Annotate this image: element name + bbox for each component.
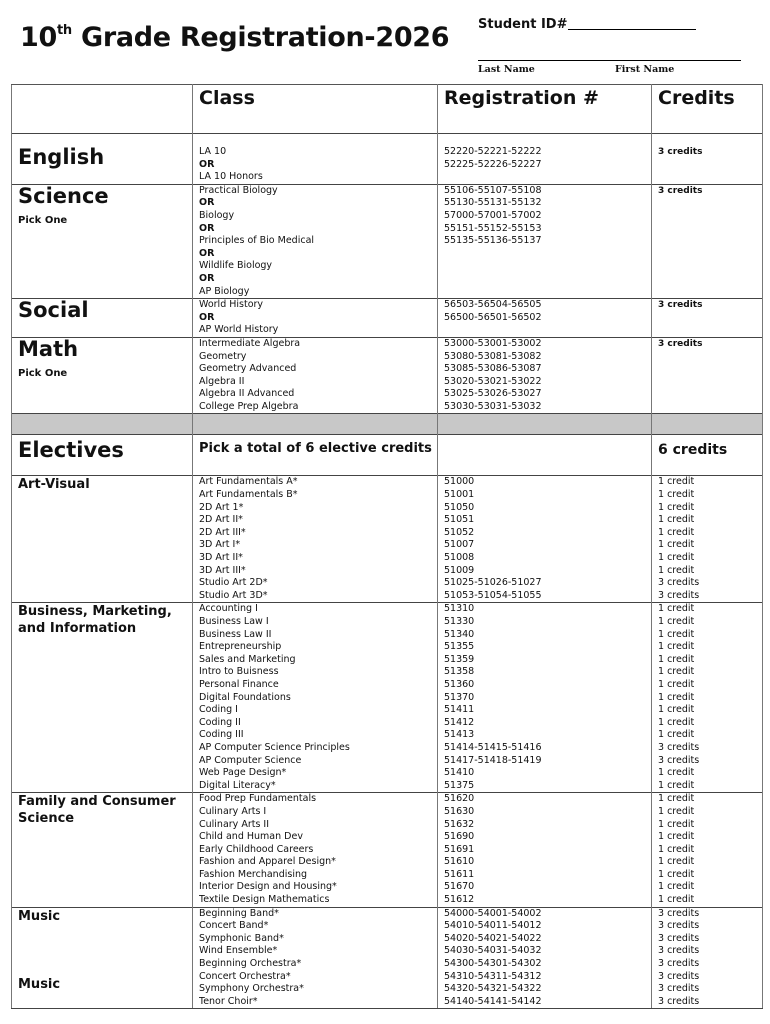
class-cell [193,476,438,603]
course-name: Beginning Band* [199,907,279,919]
elective-group-name: Music [18,908,61,924]
course-credits: 1 credit [658,716,695,728]
registration-number: 52220-52221-52222 [444,146,542,157]
elective-group-row [12,907,763,970]
class-cell [193,603,438,793]
course-credits: 1 credit [658,868,695,880]
name-line[interactable] [478,60,741,61]
registration-number: 51411 [444,704,475,716]
course-credits: 1 credit [658,603,695,615]
separator-cell [193,414,438,435]
course-credits: 3 credits [658,907,700,919]
subject-cell [12,134,193,185]
registration-number: 55151-55152-55153 [444,222,542,234]
electives-label: Electives [18,438,124,463]
registration-number: 51691 [444,843,475,855]
course-name: Early Childhood Careers [199,843,314,855]
course-name: 3D Art II* [199,552,243,564]
course-name: Sales and Marketing [199,653,296,665]
course-name: Art Fundamentals A* [199,476,298,488]
course-credits: 3 credits [658,754,700,766]
elective-group-cell [12,907,193,970]
class-name: College Prep Algebra [199,400,299,412]
subject-row [12,337,763,414]
subject-row [12,299,763,338]
course-credits: 1 credit [658,704,695,716]
course-credits: 3 credits [658,995,700,1007]
or-label: OR [199,222,215,234]
registration-number: 54300-54301-54302 [444,958,542,970]
course-name: Web Page Design* [199,767,287,779]
registration-number: 51009 [444,564,475,576]
or-label: OR [199,247,215,259]
course-credits: 1 credit [658,514,695,526]
electives-header-row [12,435,763,476]
course-credits: 1 credit [658,831,695,843]
pick-one-note: Pick One [18,214,68,226]
registration-number: 53000-53001-53002 [444,337,542,349]
registration-number: 54030-54031-54032 [444,945,542,957]
course-name: Personal Finance [199,678,279,690]
class-cell [193,184,438,298]
registration-number: 51611 [444,868,475,880]
registration-number: 51051 [444,514,475,526]
course-name: Beginning Orchestra* [199,958,302,970]
course-name: Digital Literacy* [199,779,276,791]
course-credits: 1 credit [658,539,695,551]
registration-cell [438,299,652,338]
header-credits: Credits [658,87,735,109]
course-credits: 1 credit [658,476,695,488]
registration-number: 55106-55107-55108 [444,184,542,196]
registration-number: 51355 [444,641,475,653]
course-name: Child and Human Dev [199,831,303,843]
registration-number: 51630 [444,805,475,817]
header-blank [12,85,193,134]
class-name: Wildlife Biology [199,260,273,272]
course-name: Symphonic Band* [199,932,284,944]
registration-number: 51000 [444,476,475,488]
class-cell [193,971,438,1009]
course-name: Coding I [199,704,238,716]
registration-number: 54000-54001-54002 [444,907,542,919]
course-credits: 1 credit [658,628,695,640]
credits-cell [652,603,763,793]
course-name: 3D Art I* [199,539,241,551]
separator-cell [438,414,652,435]
course-credits: 3 credits [658,983,700,995]
registration-cell [438,971,652,1009]
course-credits: 3 credits [658,920,700,932]
credits-cell [652,476,763,603]
registration-number: 51412 [444,716,475,728]
electives-blank [438,435,652,476]
credits-cell [652,134,763,185]
course-credits: 1 credit [658,616,695,627]
course-credits: 1 credit [658,691,695,703]
registration-number: 51001 [444,489,475,501]
separator-row [12,414,763,435]
registration-cell [438,184,652,298]
registration-number: 53025-53026-53027 [444,388,542,400]
registration-number: 55130-55131-55132 [444,197,542,209]
course-credits: 3 credits [658,958,700,970]
course-credits: 1 credit [658,881,695,893]
class-name: Intermediate Algebra [199,337,301,349]
registration-number: 53030-53031-53032 [444,400,542,412]
class-name: LA 10 [199,146,227,157]
course-name: Interior Design and Housing* [199,881,337,893]
course-credits: 3 credits [658,932,700,944]
registration-number: 54310-54311-54312 [444,970,542,982]
course-name: 2D Art II* [199,514,243,526]
course-credits: 1 credit [658,501,695,513]
course-credits: 3 credits [658,577,700,589]
registration-number: 51413 [444,729,475,741]
class-cell [193,299,438,338]
registration-number: 53020-53021-53022 [444,375,542,387]
or-label: OR [199,311,215,323]
registration-number: 51610 [444,856,475,868]
course-credits: 1 credit [658,779,695,791]
course-credits: 1 credit [658,666,695,678]
elective-group-row [12,476,763,603]
course-credits: 3 credits [658,970,700,982]
registration-number: 51358 [444,666,475,678]
registration-table [11,84,763,1009]
course-credits: 1 credit [658,729,695,741]
course-name: 3D Art III* [199,564,246,576]
registration-number: 51612 [444,894,475,906]
course-credits: 1 credit [658,552,695,564]
subject-credits: 3 credits [658,300,703,311]
elective-group-row [12,971,763,1009]
or-label: OR [199,272,215,284]
course-name: AP Computer Science Principles [199,741,350,753]
registration-number: 54020-54021-54022 [444,932,542,944]
registration-number: 51670 [444,881,475,893]
course-name: Textile Design Mathematics [199,894,330,906]
course-credits: 1 credit [658,767,695,779]
table-header-row [12,85,763,134]
elective-group-cell [12,603,193,793]
class-name: Principles of Bio Medical [199,235,315,247]
student-id-label: Student ID# [478,17,568,32]
registration-number: 51310 [444,603,475,615]
course-name: Symphony Orchestra* [199,983,304,995]
registration-number: 53080-53081-53082 [444,350,542,362]
elective-group-row [12,603,763,793]
course-name: Business Law I [199,616,269,627]
course-name: Food Prep Fundamentals [199,793,317,805]
course-name: Studio Art 2D* [199,577,268,589]
course-credits: 1 credit [658,805,695,817]
class-name: Algebra II [199,375,245,387]
course-name: Digital Foundations [199,691,291,703]
registration-number: 51414-51415-51416 [444,741,542,753]
course-credits: 1 credit [658,856,695,868]
registration-number: 51053-51054-51055 [444,589,542,601]
subject-cell [12,337,193,414]
course-name: Business Law II [199,628,272,640]
separator-cell [12,414,193,435]
registration-cell [438,793,652,907]
subject-name: Science [18,183,109,208]
pick-one-note: Pick One [18,367,68,379]
registration-number: 54140-54141-54142 [444,995,542,1007]
subject-credits: 3 credits [658,185,703,196]
class-cell [193,337,438,414]
class-name: AP Biology [199,285,250,297]
subject-row [12,184,763,298]
registration-cell [438,907,652,970]
class-name: Biology [199,209,235,221]
subject-name: Social [18,298,89,323]
registration-number: 51050 [444,501,475,513]
registration-number: 51410 [444,767,475,779]
course-name: Entrepreneurship [199,641,282,653]
course-credits: 1 credit [658,641,695,653]
course-name: Art Fundamentals B* [199,489,298,501]
credits-cell [652,971,763,1009]
course-credits: 1 credit [658,564,695,576]
header-registration: Registration # [444,87,599,109]
class-name: World History [199,299,264,311]
course-credits: 1 credit [658,526,695,538]
course-credits: 3 credits [658,741,700,753]
course-name: AP Computer Science [199,754,302,766]
course-name: Tenor Choir* [199,995,258,1007]
class-cell [193,793,438,907]
course-name: Intro to Buisness [199,666,279,678]
subject-cell [12,184,193,298]
elective-group-cell [12,971,193,1009]
registration-number: 51690 [444,831,475,843]
registration-number: 51340 [444,628,475,640]
elective-group-cell [12,476,193,603]
course-credits: 1 credit [658,818,695,830]
registration-number: 51632 [444,818,475,830]
credits-cell [652,793,763,907]
course-credits: 1 credit [658,678,695,690]
registration-cell [438,337,652,414]
separator-cell [652,414,763,435]
or-label: OR [199,158,215,170]
course-name: Studio Art 3D* [199,589,268,601]
course-name: Culinary Arts II [199,818,270,830]
registration-number: 51620 [444,793,475,805]
course-credits: 3 credits [658,945,700,957]
elective-group-name: Business, Marketing, and Information [18,604,172,637]
course-credits: 1 credit [658,653,695,665]
electives-credits: 6 credits [652,435,763,476]
subject-credits: 3 credits [658,338,703,349]
course-credits: 3 credits [658,589,700,601]
registration-number: 51370 [444,691,475,703]
credits-cell [652,907,763,970]
credits-cell [652,337,763,414]
elective-group-cell [12,793,193,907]
course-name: Fashion and Apparel Design* [199,856,336,868]
course-name: Fashion Merchandising [199,868,308,880]
registration-number: 51359 [444,653,475,665]
course-name: Coding III [199,729,244,741]
course-name: Concert Band* [199,920,269,932]
page-title: 10th Grade Registration-2026 [20,22,450,53]
subject-name: Math [18,336,79,361]
subject-cell [12,299,193,338]
credits-cell [652,299,763,338]
student-id-line[interactable] [568,29,696,30]
subject-row [12,134,763,185]
class-name: Practical Biology [199,184,278,196]
registration-cell [438,603,652,793]
elective-group-row [12,793,763,907]
elective-group-name: Art-Visual [18,477,90,493]
registration-number: 51007 [444,539,475,551]
course-name: Wind Ensemble* [199,945,278,957]
class-cell [193,134,438,185]
elective-group-name: Family and Consumer Science [18,794,176,827]
registration-number: 54320-54321-54322 [444,983,542,995]
course-name: 2D Art III* [199,526,246,538]
first-name-label: First Name [615,64,675,75]
registration-number: 54010-54011-54012 [444,920,542,932]
registration-number: 51375 [444,779,475,791]
class-cell [193,907,438,970]
or-label: OR [199,197,215,209]
registration-number: 52225-52226-52227 [444,158,542,170]
course-credits: 1 credit [658,793,695,805]
registration-cell [438,476,652,603]
registration-number: 51008 [444,552,475,564]
electives-instruction: Pick a total of 6 elective credits [193,435,438,476]
course-name: Concert Orchestra* [199,970,291,982]
header-class: Class [199,87,255,109]
registration-number: 51417-51418-51419 [444,754,542,766]
registration-number: 53085-53086-53087 [444,363,542,375]
class-name: AP World History [199,324,279,336]
course-credits: 1 credit [658,894,695,906]
registration-number: 51330 [444,616,475,627]
course-name: Coding II [199,716,241,728]
class-name: Geometry Advanced [199,363,297,375]
subject-credits: 3 credits [658,147,703,157]
registration-number: 55135-55136-55137 [444,235,542,247]
elective-group-name: Music [18,976,61,992]
course-name: Accounting I [199,603,258,615]
class-name: LA 10 Honors [199,171,263,183]
course-name: Culinary Arts I [199,805,267,817]
registration-number: 51052 [444,526,475,538]
registration-cell [438,134,652,185]
class-name: Geometry [199,350,247,362]
credits-cell [652,184,763,298]
course-credits: 1 credit [658,489,695,501]
registration-number: 56500-56501-56502 [444,311,542,323]
registration-number: 51025-51026-51027 [444,577,542,589]
registration-number: 57000-57001-57002 [444,209,542,221]
subject-name: English [18,145,105,169]
course-name: 2D Art 1* [199,501,244,513]
registration-number: 51360 [444,678,475,690]
registration-number: 56503-56504-56505 [444,299,542,311]
class-name: Algebra II Advanced [199,388,295,400]
electives-label-cell [12,435,193,476]
course-credits: 1 credit [658,843,695,855]
last-name-label: Last Name [478,64,535,75]
student-id-field[interactable] [478,17,696,32]
